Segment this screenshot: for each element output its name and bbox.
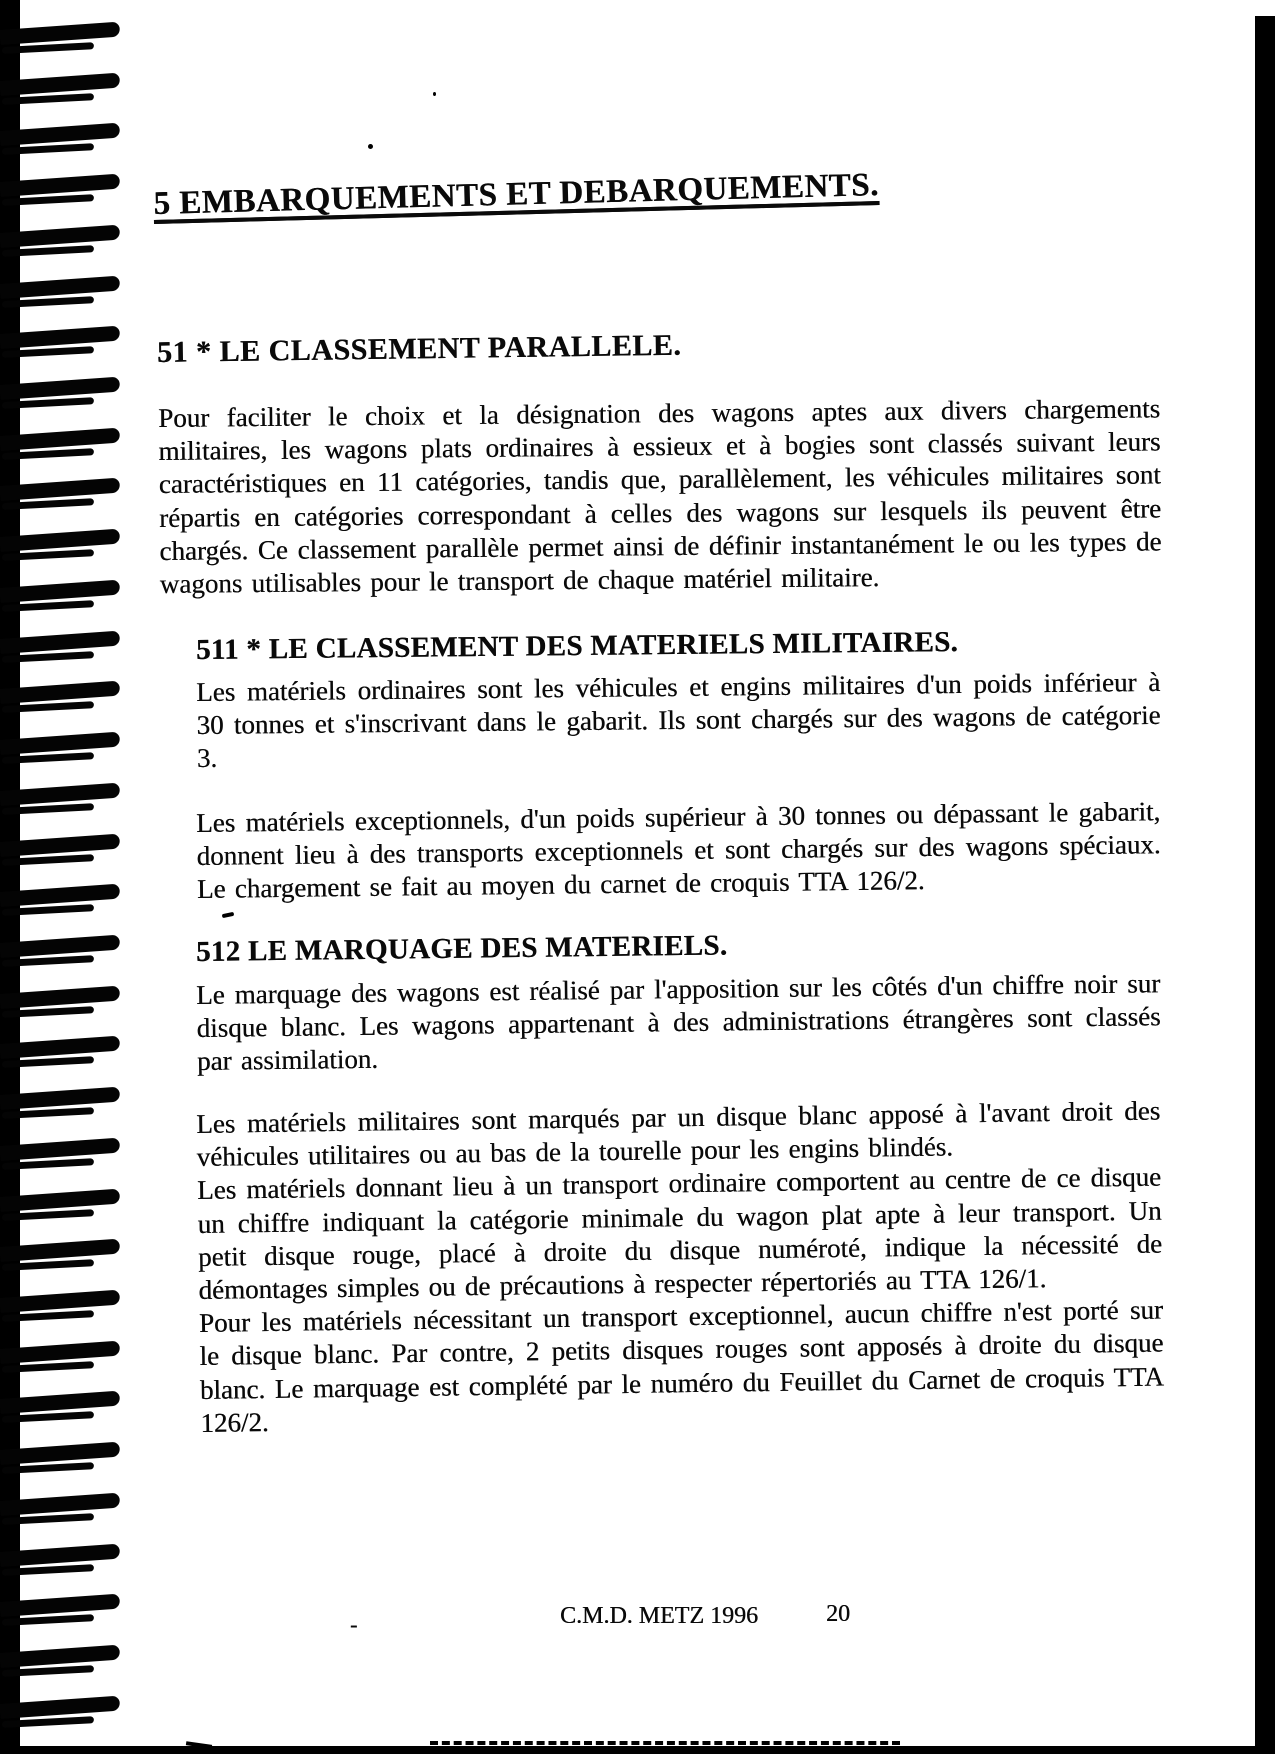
binding-loop (0, 537, 128, 565)
footer-imprint: C.M.D. METZ 1996 (560, 1603, 758, 1629)
section-512-paragraph-1: Le marquage des wagons est réalisé par l'apposition sur les côtés d'un chiffre noir sur disque blanc. Les wagons appartenant à des administrations étrangères sont classés par assimilation. (196, 968, 1161, 1077)
section-511-paragraph-1: Les matériels ordinaires sont les véhicules et engins militaires d'un poids inférieur à 30 tonnes et s'inscrivant dans le gabarit. Ils sont chargés sur des wagons de catégorie 3. (196, 666, 1161, 774)
section-511-paragraph-2: Les matériels exceptionnels, d'un poids supérieur à 30 tonnes ou dépassant le gabarit, donnent lieu à des transports exceptionnels et sont chargés sur des wagons spéciaux. Le chargement se fait au moyen du carnet de croquis TTA 126/2. (196, 796, 1161, 905)
page-title: 5 EMBARQUEMENTS ET DEBARQUEMENTS. (153, 167, 880, 223)
binding-loop (0, 1704, 128, 1732)
binding-loop (0, 284, 128, 312)
binding-edge-bar (0, 0, 20, 1754)
binding-loop (0, 639, 128, 667)
section-512-paragraph-2: Les matériels militaires sont marqués par un disque blanc apposé à l'avant droit des véhicules utilitaires ou au bas de la tourelle pour les engins blindés. (196, 1095, 1161, 1173)
page-number: 20 (826, 1601, 850, 1627)
binding-loop (0, 182, 128, 210)
binding-loop (0, 842, 128, 870)
section-512-heading: 512 LE MARQUAGE DES MATERIELS. (195, 929, 728, 968)
binding-loop (0, 1044, 128, 1072)
binding-loop (0, 30, 128, 58)
scan-edge-bottom (0, 1746, 1275, 1754)
section-51-heading: 51 * LE CLASSEMENT PARALLELE. (156, 328, 682, 369)
binding-loop (0, 791, 128, 819)
scan-edge-right (1255, 16, 1275, 1754)
binding-loop (0, 131, 128, 159)
binding-loop (0, 1349, 128, 1377)
scan-edge-dashes (430, 1741, 900, 1745)
binding-loop (0, 233, 128, 261)
ink-speck (222, 912, 235, 918)
binding-loop (0, 689, 128, 717)
stray-dash-mark: - (350, 1612, 358, 1637)
binding-loop (0, 334, 128, 362)
ink-speck (368, 144, 373, 149)
binding-loop (0, 892, 128, 920)
section-512-paragraph-block (196, 1095, 1165, 1440)
binding-loop (0, 1095, 128, 1123)
ink-speck (433, 92, 436, 96)
spiral-binding (0, 0, 135, 1754)
binding-loop (0, 943, 128, 971)
binding-loop (0, 1653, 128, 1681)
binding-loop (0, 1146, 128, 1174)
binding-loop (0, 588, 128, 616)
section-512-paragraph-3: Les matériels donnant lieu à un transport ordinaire comportent au centre de ce disque un chiffre indiquant la catégorie minimale du wagon plat apte à leur transport. Un petit disque rouge, placé à droite du disque numéroté, indique la nécessité de démontages simples ou de précautions à respecter répertoriés au TTA 126/1. (196, 1161, 1163, 1305)
binding-loop (0, 1602, 128, 1630)
binding-loop (0, 385, 128, 413)
binding-loop (0, 994, 128, 1022)
binding-loop (0, 486, 128, 514)
binding-loop (0, 740, 128, 768)
binding-loop (0, 1450, 128, 1478)
section-512-paragraph-4: Pour les matériels nécessitant un transport exceptionnel, aucun chiffre n'est porté sur le disque blanc. Par contre, 2 petits disques rouges sont apposés à droite du disque blanc. Le marquage est complété par le numéro du Feuillet du Carnet de croquis TTA 126/2. (198, 1294, 1165, 1438)
binding-loop (0, 1298, 128, 1326)
binding-loop (0, 1197, 128, 1225)
binding-loop (0, 1399, 128, 1427)
section-511-heading: 511 * LE CLASSEMENT DES MATERIELS MILITAIRES. (195, 626, 959, 666)
binding-loop (0, 1552, 128, 1580)
binding-loop (0, 436, 128, 464)
binding-loop (0, 1247, 128, 1275)
section-51-paragraph: Pour faciliter le choix et la désignation des wagons aptes aux divers chargements militaires, les wagons plats ordinaires à essieux et à bogies sont classés suivant leurs caractéristiques en 11 catégories, tandis que, parallèlement, les véhicules militaires sont répartis en catégories correspondant à celles des wagons sur lesquels ils peuvent être chargés. Ce classement parallèle permet ainsi de définir instantanément le ou les types de wagons utilisables pour le transport de chaque matériel militaire. (158, 393, 1162, 600)
binding-loop (0, 81, 128, 109)
binding-loop (0, 1501, 128, 1529)
